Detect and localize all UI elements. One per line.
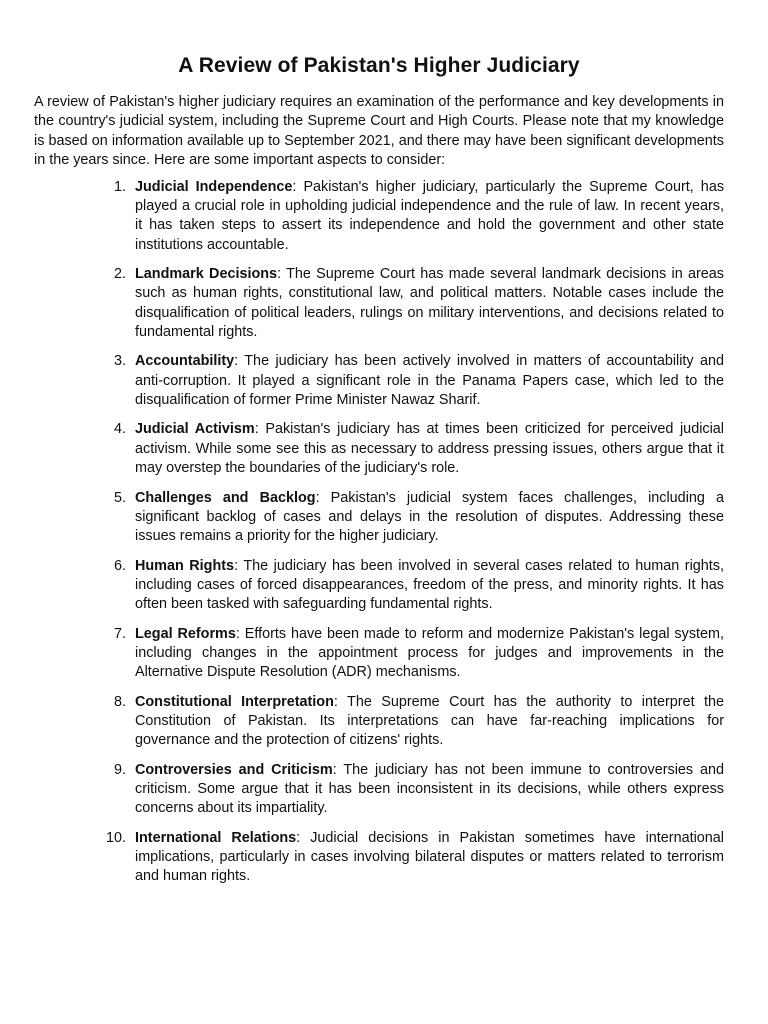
list-item-term: Landmark Decisions [135,266,278,283]
aspects-list [34,178,724,887]
list-item-text: : Efforts have been made to reform and modernize Pakistan's legal system, including changes in the appointment process for judges and improvements in the Alternative Dispute Resolution (ADR) mechanisms. [135,625,724,681]
list-item-number: 1. [113,178,126,195]
list-item [34,178,724,256]
list-item-text: : The Supreme Court has the authority to interpret the Constitution of Pakistan. Its interpretations can have far-reaching implications for governance and the protection of citizens' rights. [135,693,724,749]
intro-paragraph: A review of Pakistan's higher judiciary requires an examination of the performance and key developments in the country's judicial system, including the Supreme Court and High Courts. Please note that my knowledge is based on information available up to September 2021, and there may have been significant developments in the years since. Here are some important aspects to consider: [34,94,724,169]
list-item-number: 7. [113,625,126,642]
list-item-text: : The judiciary has not been immune to controversies and criticism. Some argue that it has been inconsistent in its decisions, while others express concerns about its impartiality. [135,761,725,817]
list-item-number: 6. [113,557,126,574]
list-item [34,489,724,547]
list-item [34,625,724,683]
list-item-number: 3. [113,353,126,370]
list-item-term: Controversies and Criticism [135,761,333,778]
list-item-text: : Pakistan's judiciary has at times been criticized for perceived judicial activism. While some see this as necessary to address pressing issues, others argue that it may overstep the boundaries of the judiciary's role. [135,421,724,477]
list-item-text: : The Supreme Court has made several landmark decisions in areas such as human rights, constitutional law, and political matters. Notable cases include the disqualification of political leaders, rulings on military interventions, and decisions related to fundamental rights. [135,266,724,341]
list-item-number: 9. [113,761,126,778]
list-item [34,352,724,410]
list-item [34,420,724,478]
list-item-term: Legal Reforms [135,625,236,642]
list-item-term: Accountability [135,353,235,370]
list-item [34,265,724,343]
list-item [34,693,724,751]
list-item-term: International Relations [135,829,297,846]
list-item-text: : Judicial decisions in Pakistan sometimes have international implications, particularly in cases involving bilateral disputes or matters related to terrorism and human rights. [135,829,725,885]
list-item [34,557,724,615]
list-item-term: Constitutional Interpretation [135,693,334,710]
list-item-term: Judicial Independence [135,178,293,195]
list-item [34,761,724,819]
list-item-number: 8. [113,693,126,710]
list-item-number: 2. [113,266,126,283]
page-title: A Review of Pakistan's Higher Judiciary [178,54,580,77]
list-item-text: : The judiciary has been involved in several cases related to human rights, including cases of forced disappearances, freedom of the press, and minority rights. It has often been tasked with safeguarding fundamental rights. [135,557,724,613]
list-item-term: Judicial Activism [135,421,255,438]
list-item-term: Challenges and Backlog [135,489,316,506]
list-item-text: : Pakistan's judicial system faces challenges, including a significant backlog of cases and delays in the resolution of disputes. Addressing these issues remains a priority for the higher judiciary. [135,489,725,545]
list-item-number: 5. [113,489,126,506]
list-item-text: : Pakistan's higher judiciary, particularly the Supreme Court, has played a crucial role in upholding judicial independence and the rule of law. In recent years, it has taken steps to assert its independence and hold the government and other state institutions accountable. [135,178,725,253]
list-item [34,829,724,887]
list-item-number: 10. [105,829,126,846]
list-item-term: Human Rights [135,557,235,574]
list-item-number: 4. [113,421,126,438]
list-item-text: : The judiciary has been actively involved in matters of accountability and anti-corruption. It played a significant role in the Panama Papers case, which led to the disqualification of former Prime Minister Nawaz Sharif. [135,353,724,409]
